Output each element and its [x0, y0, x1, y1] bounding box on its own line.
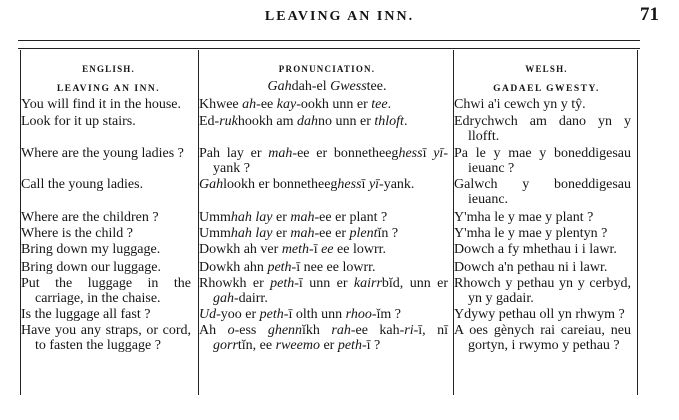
text-segment: -ess: [234, 323, 268, 338]
text-segment: hookh am: [237, 114, 297, 129]
italic-syllable: ee: [321, 242, 334, 257]
text-segment: Ah: [199, 323, 228, 338]
welsh-phrase: Y'mha le y mae y plant ?: [454, 210, 594, 225]
english-phrase: Have you any straps, or cord, to fasten the luggage ?: [21, 323, 191, 353]
italic-syllable: dah: [297, 114, 318, 129]
phrase-row: [21, 114, 637, 144]
pronunciation-phrase: [199, 114, 454, 144]
phrase-row: [21, 323, 637, 353]
column-header-pronunciation: PRONUNCIATION.: [278, 64, 376, 74]
italic-syllable: rweemo: [275, 338, 320, 353]
phrase-row: [21, 242, 637, 257]
text-segment: Rhowkh er: [199, 276, 271, 291]
pronunciation-phrase: [199, 276, 454, 306]
text-segment: Dowkh ah ver: [199, 242, 282, 257]
pronunciation-phrase: [199, 146, 454, 176]
english-phrase: Bring down my luggage.: [21, 242, 161, 257]
italic-syllable: hah lay: [230, 226, 273, 241]
pronunciation-phrase: [199, 226, 454, 241]
italic-syllable: peth: [259, 307, 284, 322]
italic-syllable: Gah: [199, 177, 224, 192]
phrase-row: [21, 276, 637, 306]
english-phrase: Call the young ladies.: [21, 177, 144, 192]
section-heading-welsh: GADAEL GWESTY.: [493, 84, 600, 94]
text-segment: ī: [422, 146, 434, 161]
text-segment: er: [272, 210, 291, 225]
italic-syllable: rhoo: [345, 307, 372, 322]
pronunciation-phrase: [199, 242, 454, 257]
text-segment: tĭn, ee: [237, 338, 276, 353]
english-phrase: Put the luggage in the carriage, in the chaise.: [21, 276, 191, 306]
text-segment: tee.: [366, 79, 387, 94]
text-segment: Pah lay er: [199, 146, 269, 161]
english-phrase: You will find it in the house.: [21, 97, 181, 112]
phrase-row: [21, 177, 637, 207]
section-heading-pronunciation: [199, 79, 454, 97]
pronunciation-phrase: [199, 177, 454, 207]
section-heading-row: [21, 79, 637, 97]
italic-syllable: G: [330, 79, 341, 94]
italic-syllable: gah: [213, 291, 234, 306]
text-segment: -yank.: [379, 177, 415, 192]
phrase-row: [21, 226, 637, 241]
text-segment: -yank ?: [213, 146, 448, 176]
italic-syllable: yī: [433, 146, 444, 161]
italic-syllable: ruk: [219, 114, 238, 129]
welsh-phrase: A oes gènych rai careiau, neu gortyn, i rwymo y pethau ?: [454, 323, 631, 353]
text-segment: ī: [361, 177, 369, 192]
welsh-phrase: Y'mha le y mae y plentyn ?: [454, 226, 608, 241]
pronunciation-phrase: [199, 323, 454, 353]
italic-syllable: gorr: [213, 338, 238, 353]
welsh-phrase: Pa le y mae y boneddigesau ieuanc ?: [454, 146, 631, 176]
pronunciation-phrase: [199, 97, 454, 112]
italic-syllable: thloft: [374, 114, 404, 129]
text-segment: -ookh unn er: [296, 97, 372, 112]
italic-syllable: ghenn: [267, 323, 303, 338]
english-phrase: Where is the child ?: [21, 226, 133, 241]
text-segment: lookh er bonnetheeg: [223, 177, 338, 192]
phrase-row: [21, 210, 637, 225]
english-phrase: Is the luggage all fast ?: [21, 307, 151, 322]
text-segment: -ee er plant ?: [314, 210, 388, 225]
welsh-phrase: Ydywy pethau oll yn rhwym ?: [454, 307, 625, 322]
italic-syllable: Ud: [199, 307, 217, 322]
italic-syllable: wess: [340, 79, 367, 94]
text-segment: -yoo er: [216, 307, 260, 322]
table-top-rule: [18, 48, 640, 49]
text-segment: Dowkh ahn: [199, 260, 268, 275]
pronunciation-phrase: [199, 210, 454, 225]
text-segment: -ī olth unn: [283, 307, 346, 322]
italic-syllable: mah: [290, 210, 315, 225]
italic-syllable: kairr: [353, 276, 382, 291]
header-rule: [18, 40, 640, 41]
italic-syllable: kay: [276, 97, 297, 112]
italic-syllable: peth: [267, 260, 292, 275]
welsh-phrase: Edrychwch am dano yn y llofft.: [454, 114, 631, 144]
column-headers: [21, 62, 637, 77]
english-phrase: Bring down our luggage.: [21, 260, 161, 275]
text-segment: -dairr.: [234, 291, 268, 306]
section-heading-english: LEAVING AN INN.: [56, 84, 161, 94]
italic-syllable: peth: [270, 276, 295, 291]
text-segment: .: [387, 97, 392, 112]
italic-syllable: mah: [290, 226, 315, 241]
welsh-phrase: Rhowch y pethau yn y cerbyd, yn y gadair.: [454, 276, 631, 306]
text-segment: ĭn ?: [377, 226, 399, 241]
welsh-phrase: Dowch a'n pethau ni i lawr.: [454, 260, 608, 275]
column-header-welsh: WELSH.: [525, 64, 568, 74]
phrase-row: [21, 146, 637, 176]
column-header-english: ENGLISH.: [82, 64, 135, 74]
text-segment: -ee er bonnetheeg: [292, 146, 399, 161]
welsh-phrase: Galwch y boneddigesau ieuanc.: [454, 177, 631, 207]
text-segment: er: [319, 338, 338, 353]
italic-syllable: hess: [398, 146, 423, 161]
phrase-row: [21, 260, 637, 275]
text-segment: Ed-: [199, 114, 220, 129]
text-segment: .: [403, 114, 408, 129]
text-segment: -ī ?: [361, 338, 381, 353]
text-segment: ĭkh: [302, 323, 332, 338]
english-phrase: Where are the young ladies ?: [21, 146, 184, 161]
phrase-table: [20, 50, 638, 395]
italic-syllable: Gah: [267, 79, 292, 94]
english-phrase: Look for it up stairs.: [21, 114, 136, 129]
phrase-rows: [21, 97, 637, 353]
text-segment: dah-el: [291, 79, 331, 94]
text-segment: no unn er: [318, 114, 375, 129]
page-number: 71: [640, 4, 659, 25]
text-segment: -ĭm ?: [371, 307, 401, 322]
italic-syllable: o: [227, 323, 235, 338]
text-segment: -ee kah-: [350, 323, 405, 338]
welsh-phrase: Dowch a fy mhethau i i lawr.: [454, 242, 617, 257]
italic-syllable: tee: [371, 97, 388, 112]
text-segment: -ee er: [314, 226, 350, 241]
text-segment: bĭd, unn er: [381, 276, 449, 291]
italic-syllable: meth: [281, 242, 310, 257]
italic-syllable: hess: [337, 177, 362, 192]
text-segment: Khwee: [199, 97, 243, 112]
text-segment: -ī, nī: [413, 323, 448, 338]
italic-syllable: yī: [368, 177, 380, 192]
text-segment: -ī: [309, 242, 322, 257]
text-segment: Umm: [199, 210, 231, 225]
welsh-phrase: Chwi a'i cewch yn y tŷ.: [454, 97, 586, 112]
text-segment: ee lowrr.: [333, 242, 387, 257]
italic-syllable: peth: [337, 338, 362, 353]
text-segment: -ī unn er: [294, 276, 354, 291]
text-segment: -ī nee ee lowrr.: [291, 260, 376, 275]
text-segment: Umm: [199, 226, 231, 241]
italic-syllable: rah: [331, 323, 351, 338]
italic-syllable: mah: [268, 146, 293, 161]
phrase-row: [21, 307, 637, 322]
italic-syllable: ri: [404, 323, 414, 338]
pronunciation-phrase: [199, 260, 454, 275]
italic-syllable: plent: [349, 226, 378, 241]
phrase-row: [21, 97, 637, 112]
running-head: LEAVING AN INN.: [264, 9, 415, 24]
pronunciation-phrase: [199, 307, 454, 322]
text-segment: er: [272, 226, 291, 241]
text-segment: -ee: [256, 97, 277, 112]
italic-syllable: ah: [242, 97, 257, 112]
italic-syllable: hah lay: [230, 210, 273, 225]
english-phrase: Where are the children ?: [21, 210, 159, 225]
